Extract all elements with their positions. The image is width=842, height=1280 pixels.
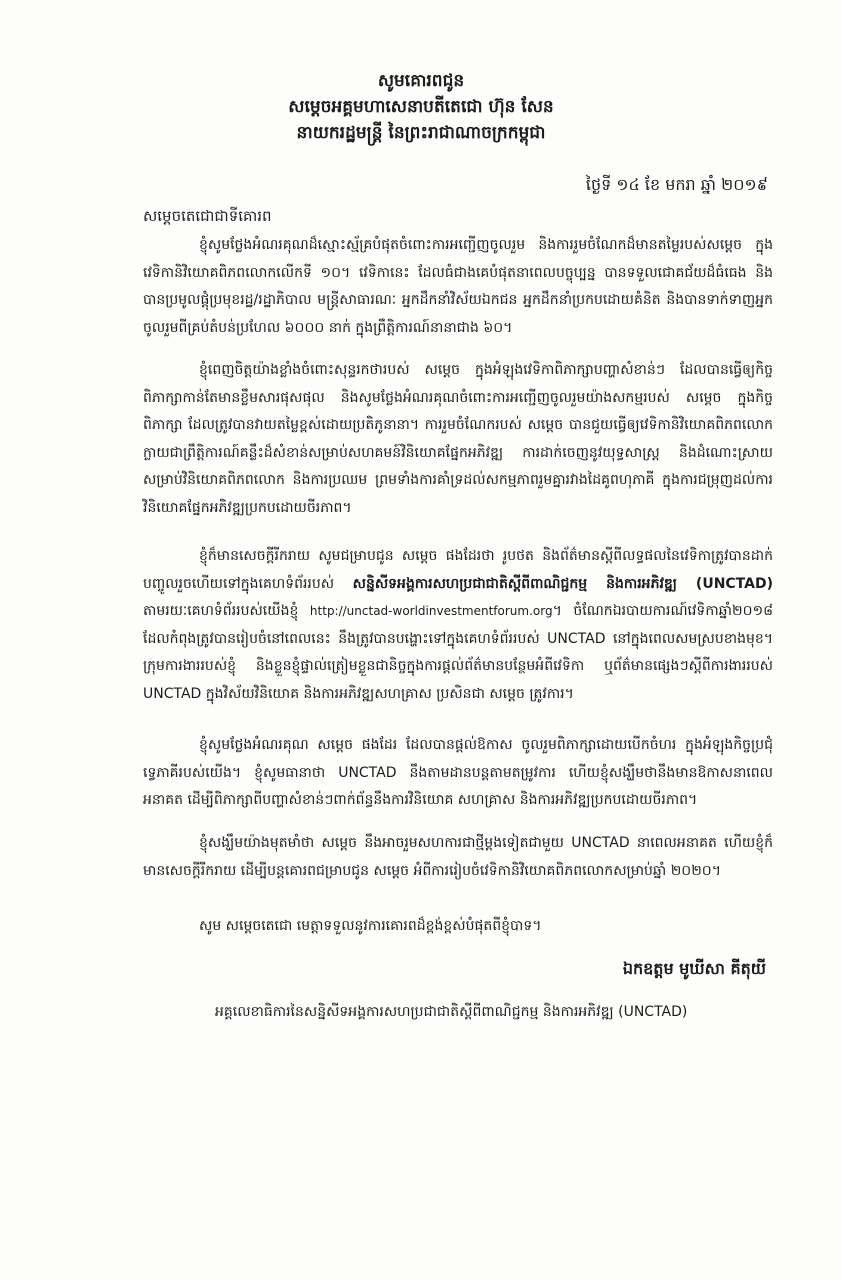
signer-title: អគ្គលេខាធិការនៃសន្និសីទអង្គការសហប្រជាជាតិស្តីពីពាណិជ្ជកម្ម និងការអភិវឌ្ឍ (UNCTAD) [215, 1004, 688, 1020]
paragraph-3-part-a: ខ្ញុំក៏មានសេចក្តីរីករាយ សូមជម្រាបជូន សម្តេច ផងដែរថា រូបថត និងព័ត៌មានស្តីពីលទ្ធផលនៃវេទិកាត្រូវបានដាក់បញ្ចូលរួចហើយទៅក្នុងគេហទំព័ររបស់ [143, 548, 773, 592]
addressee-line-2: សម្តេចអគ្គមហាសេនាបតីតេជោ ហ៊ុន សែន [288, 97, 554, 117]
paragraph-3 [143, 543, 773, 708]
addressee-line-3: នាយករដ្ឋមន្ត្រី នៃព្រះរាជាណាចក្រកម្ពុជា [296, 123, 546, 143]
letter-date: ថ្ងៃទី ១៤ ខែ មករា ឆ្នាំ ២០១៩ [585, 175, 768, 194]
unctad-org-name: សន្និសីទអង្គការសហប្រជាជាតិស្តីពីពាណិជ្ជកម្ម និងការអភិវឌ្ឍ (UNCTAD) [352, 575, 773, 592]
paragraph-4: ខ្ញុំសូមថ្លែងអំណរគុណ សម្តេច ផងដែរ ដែលបានផ្តល់ឱកាស ចូលរួមពិភាក្សាដោយបើកចំហរ ក្នុងអំឡុងកិច្ចប្រជុំទ្វេភាគីរបស់យើង។ ខ្ញុំសូមធានាថា UNCTAD នឹងតាមដានបន្តតាមតម្រូវការ ហើយខ្ញុំសង្ឃឹមថានឹងមានឱកាសនាពេលអនាគត ដើម្បីពិភាក្សាពីបញ្ហាសំខាន់ៗពាក់ព័ន្ធនឹងការវិនិយោគ សហគ្រាស និងការអភិវឌ្ឍប្រកបដោយចីរភាព។ [143, 737, 773, 808]
greeting: សម្តេចតេជោជាទីគោរព [143, 207, 272, 225]
paragraph-5: ខ្ញុំសង្ឃឹមយ៉ាងមុតមាំថា សម្តេច នឹងអាចរួមសហការជាថ្មីម្តងទៀតជាមួយ UNCTAD នាពេលអនាគត ហើយខ្ញុំក៏មានសេចក្តីរីករាយ ដើម្បីបន្តគោរពជម្រាបជូន សម្តេច អំពីការរៀបចំវេទិកានិវិយោគពិភពលោកសម្រាប់ឆ្នាំ ២០២០។ [143, 835, 773, 879]
paragraph-3-part-c: ។ ចំណែកឯរបាយការណ៍វេទិកាឆ្នាំ២០១៨ ដែលកំពុងត្រូវបានរៀបចំនៅពេលនេះ នឹងត្រូវបានបង្ហោះទៅក្នុងគេហទំព័ររបស់ UNCTAD នៅក្នុងពេលសមស្របខាងមុខ។ ក្រុមការងាររបស់ខ្ញុំ និងខ្លួនខ្ញុំផ្ទាល់ត្រៀមខ្លួនជានិច្ចក្នុងការផ្តល់ព័ត៌មានបន្ថែមអំពីវេទិកា ឬព័ត៌មានផ្សេងៗស្តីពីការងាររបស់ UNCTAD ក្នុងវិស័យវិនិយោគ និងការអភិវឌ្ឍសហគ្រាស ប្រសិនជា សម្តេច ត្រូវការ។ [143, 603, 773, 702]
addressee-header [0, 68, 842, 146]
addressee-line-1: សូមគោរពជូន [377, 71, 465, 91]
paragraph-3-part-b: តាមរយៈគេហទំព័ររបស់យើងខ្ញុំ [143, 603, 299, 619]
signer-name: ឯកឧត្តម មូឃីសា គីតុយី [622, 959, 766, 978]
forum-url-link[interactable]: http://unctad-worldinvestmentforum.org [309, 604, 553, 618]
closing-paragraph: សូម សម្តេចតេជោ មេត្តាទទួលនូវការគោរពដ៏ខ្ពង់ខ្ពស់បំផុតពីខ្ញុំបាទ។ [199, 918, 542, 934]
paragraph-1: ខ្ញុំសូមថ្លែងអំណរគុណដ៏ស្មោះស្ម័គ្របំផុតចំពោះការអញ្ជើញចូលរួម និងការរួមចំណែកដ៏មានតម្លៃរបស់សម្តេច ក្នុងវេទិកានិវិយោគពិភពលោកលើកទី ១០។ វេទិកានេះ ដែលធំជាងគេបំផុតនាពេលបច្ចុប្បន្ន បានទទួលជោគជ័យដ៏ធំធេង និងបានប្រមូលផ្តុំប្រមុខរដ្ឋ/រដ្ឋាភិបាល មន្ត្រីសាធារណៈ អ្នកដឹកនាំវិស័យឯកជន អ្នកដឹកនាំប្រកបដោយគំនិត និងបានទាក់ទាញអ្នកចូលរួមពីគ្រប់តំបន់ប្រហែល ៦០០០ នាក់ ក្នុងព្រឹត្តិការណ៍នានាជាង ៦០។ [143, 237, 773, 336]
paragraph-2: ខ្ញុំពេញចិត្តយ៉ាងខ្លាំងចំពោះសុន្ទរកថារបស់ សម្តេច ក្នុងអំឡុងវេទិកាពិភាក្សាបញ្ហាសំខាន់ៗ ដែលបានធ្វើឲ្យកិច្ចពិភាក្សាកាន់តែមានខ្លឹមសារផុសផុល និងសូមថ្លែងអំណរគុណចំពោះការអញ្ជើញចូលរួមយ៉ាងសកម្មរបស់ សម្តេច ក្នុងកិច្ចពិភាក្សា ដែលត្រូវបានវាយតម្លៃខ្ពស់ដោយប្រតិភូនានា។ ការរួមចំណែករបស់ សម្តេច បានជួយធ្វើឲ្យវេទិកានិវិយោគពិភពលោកក្លាយជាព្រឹត្តិការណ៍គន្លឹះដ៏សំខាន់សម្រាប់សហគមន៍វិនិយោគផ្នែកអភិវឌ្ឍ ការដាក់ចេញនូវយុទ្ធសាស្ត្រ និងដំណោះស្រាយសម្រាប់វិនិយោគពិភពលោក និងការប្រឈម ព្រមទាំងការគាំទ្រដល់សកម្មភាពរួមគ្នារវាងដៃគូពហុភាគី ក្នុងការជម្រុញដល់ការវិនិយោគផ្នែកអភិវឌ្ឍប្រកបដោយចីរភាព។ [143, 362, 773, 516]
